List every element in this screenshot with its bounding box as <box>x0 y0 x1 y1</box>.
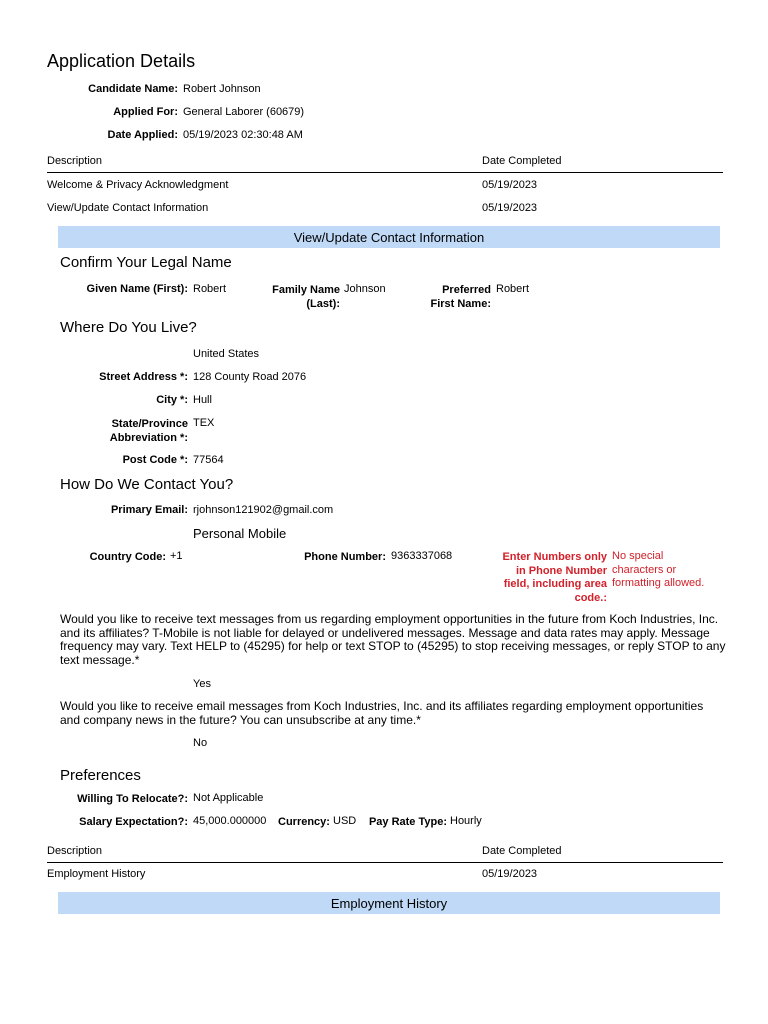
relocate-label: Willing To Relocate?: <box>77 793 188 805</box>
employment-history-section-band: Employment History <box>58 892 720 914</box>
candidate-name-label: Candidate Name: <box>88 83 178 95</box>
table-row-date: 05/19/2023 <box>482 179 538 191</box>
preferred-name-label: Preferred First Name: <box>430 284 491 310</box>
text-messages-question: Would you like to receive text messages from us regarding employment opportunities in the future from Koch Industries, Inc. and its affiliates? T-Mobile is not liable for delayed or undelivered messages. Message and data rates may apply. Message frequency may vary. Text HELP to (45295) for help or text STOP to (45295) to stop receiving messages, or reply STOP to any text message.* <box>60 612 726 667</box>
table-row-date: 05/19/2023 <box>482 868 538 880</box>
email-messages-answer: No <box>193 737 208 749</box>
candidate-name-value: Robert Johnson <box>183 83 261 95</box>
payrate-label: Pay Rate Type: <box>368 816 447 828</box>
primary-email-value: rjohnson121902@gmail.com <box>193 504 334 516</box>
applied-for-value: General Laborer (60679) <box>183 106 305 118</box>
preferences-heading: Preferences <box>60 767 141 784</box>
salary-label: Salary Expectation?: <box>79 816 188 828</box>
post-code-label: Post Code *: <box>122 454 188 466</box>
address-heading: Where Do You Live? <box>60 319 197 336</box>
city-value: Hull <box>193 394 212 406</box>
phone-type: Personal Mobile <box>193 526 287 541</box>
family-name-label: Family Name (Last): <box>272 284 340 310</box>
street-address-value: 128 County Road 2076 <box>193 371 307 383</box>
applied-for-label: Applied For: <box>113 106 178 118</box>
phone-number-value: 9363337068 <box>391 550 453 562</box>
table-row-date: 05/19/2023 <box>482 202 538 214</box>
post-code-value: 77564 <box>193 454 224 466</box>
family-name-value: Johnson <box>344 283 386 295</box>
given-name-label: Given Name (First): <box>86 283 188 295</box>
table1-header-date: Date Completed <box>482 155 562 167</box>
table-row: Welcome & Privacy Acknowledgment <box>47 179 229 191</box>
primary-email-label: Primary Email: <box>110 504 188 516</box>
phone-note-value: No special characters or formatting allowed. <box>612 550 705 589</box>
country-code-label: Country Code: <box>89 551 166 563</box>
phone-number-label: Phone Number: <box>304 551 386 563</box>
table1-divider <box>47 172 723 173</box>
table2-divider <box>47 862 723 863</box>
date-applied-label: Date Applied: <box>107 129 178 141</box>
relocate-value: Not Applicable <box>193 792 264 804</box>
table1-header-description: Description <box>47 155 103 167</box>
preferred-name-value: Robert <box>496 283 530 295</box>
street-address-label: Street Address *: <box>99 371 188 383</box>
table-row: Employment History <box>47 868 146 880</box>
country-code-value: +1 <box>170 550 183 562</box>
currency-label: Currency: <box>278 816 330 828</box>
country-value: United States <box>193 348 260 360</box>
state-label: State/Province Abbreviation *: <box>109 418 188 444</box>
text-messages-answer: Yes <box>193 678 211 690</box>
phone-note-label: Enter Numbers only in Phone Number field, including area code.: <box>502 551 607 604</box>
page-title: Application Details <box>47 51 196 71</box>
state-value: TEX <box>193 417 215 429</box>
contact-info-section-band: View/Update Contact Information <box>58 226 720 248</box>
payrate-value: Hourly <box>450 815 482 827</box>
legal-name-heading: Confirm Your Legal Name <box>60 254 232 271</box>
contact-heading: How Do We Contact You? <box>60 476 234 493</box>
given-name-value: Robert <box>193 283 227 295</box>
table-row: View/Update Contact Information <box>47 202 209 214</box>
currency-value: USD <box>333 815 357 827</box>
table2-header-date: Date Completed <box>482 845 562 857</box>
date-applied-value: 05/19/2023 02:30:48 AM <box>183 129 303 141</box>
salary-value: 45,000.000000 <box>193 815 267 827</box>
table2-header-description: Description <box>47 845 103 857</box>
email-messages-question: Would you like to receive email messages from Koch Industries, Inc. and its affiliates regarding employment opportunities and company news in the future? You can unsubscribe at any time.* <box>60 699 704 727</box>
city-label: City *: <box>156 394 188 406</box>
